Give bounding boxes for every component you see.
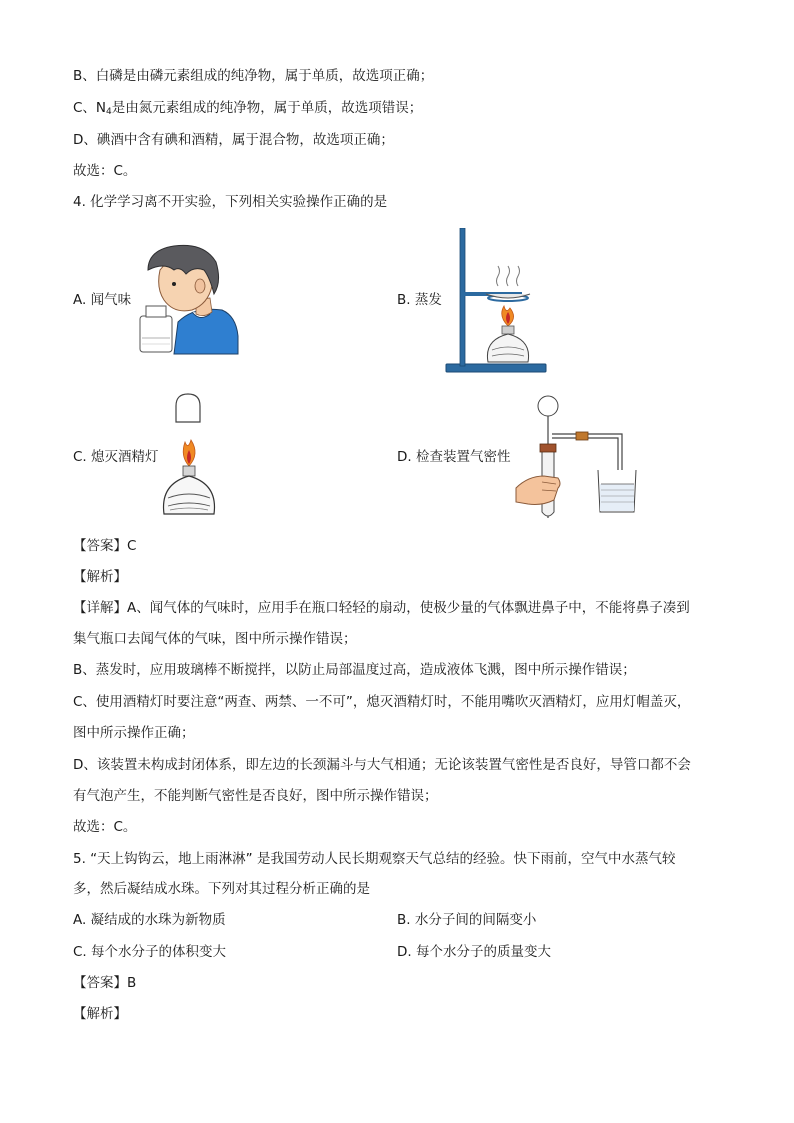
- choose-line: 故选：C。: [73, 163, 137, 179]
- question-5-stem-line-2: 多，然后凝结成水珠。下列对其过程分析正确的是: [73, 881, 370, 897]
- detail-line-2: 集气瓶口去闻气体的气味，图中所示操作错误；: [73, 631, 357, 647]
- q5-option-b: B. 水分子间的间隔变小: [397, 912, 537, 928]
- question-4-answer: 【答案】C: [73, 538, 137, 554]
- q5-option-d: D. 每个水分子的质量变大: [397, 944, 551, 960]
- detail-line-1: 【详解】A、闻气体的气味时，应用手在瓶口轻轻的扇动，使极少量的气体飘进鼻子中，不能将鼻子凑到: [73, 600, 690, 616]
- option-c-label: C. 熄灭酒精灯: [73, 449, 159, 465]
- smell-gas-figure: [134, 240, 240, 356]
- question-5-analysis-title: 【解析】: [73, 1006, 127, 1022]
- explanation-line-c: C、$N_4$是由氮元素组成的纯净物，属于单质，故选项错误；: [73, 100, 423, 117]
- alcohol-lamp-figure: [158, 390, 220, 520]
- option-d-label: D. 检查装置气密性: [397, 449, 511, 465]
- detail-line-4: C、使用酒精灯时要注意“两查、两禁、一不可”，熄灭酒精灯时，不能用嘴吹灭酒精灯，应用灯帽盖灭，: [73, 694, 691, 710]
- q5-option-c: C. 每个水分子的体积变大: [73, 944, 227, 960]
- evaporation-figure: [440, 228, 552, 376]
- q5-option-a: A. 凝结成的水珠为新物质: [73, 912, 226, 928]
- question-4-stem: 4. 化学学习离不开实验，下列相关实验操作正确的是: [73, 194, 388, 210]
- detail-line-3: B、蒸发时，应用玻璃棒不断搅拌，以防止局部温度过高，造成液体飞溅，图中所示操作错误；: [73, 662, 636, 678]
- option-b-label: B. 蒸发: [397, 292, 442, 308]
- explanation-line-d: D、碘酒中含有碘和酒精，属于混合物，故选项正确；: [73, 132, 394, 148]
- option-a-label: A. 闻气味: [73, 292, 132, 308]
- detail-choose-line: 故选：C。: [73, 819, 137, 835]
- airtightness-figure: [512, 392, 638, 522]
- detail-line-7: 有气泡产生，不能判断气密性是否良好，图中所示操作错误；: [73, 788, 438, 804]
- detail-line-6: D、该装置未构成封闭体系，即左边的长颈漏斗与大气相通；无论该装置气密性是否良好，导管口都不会: [73, 757, 691, 773]
- detail-line-5: 图中所示操作正确；: [73, 725, 195, 741]
- question-5-stem-line-1: 5. “天上钩钩云，地上雨淋淋” 是我国劳动人民长期观察天气总结的经验。快下雨前，空气中水蒸气较: [73, 851, 676, 867]
- question-4-analysis-title: 【解析】: [73, 569, 127, 585]
- question-5-answer: 【答案】B: [73, 975, 137, 991]
- explanation-line-b: B、白磷是由磷元素组成的纯净物，属于单质，故选项正确；: [73, 68, 434, 84]
